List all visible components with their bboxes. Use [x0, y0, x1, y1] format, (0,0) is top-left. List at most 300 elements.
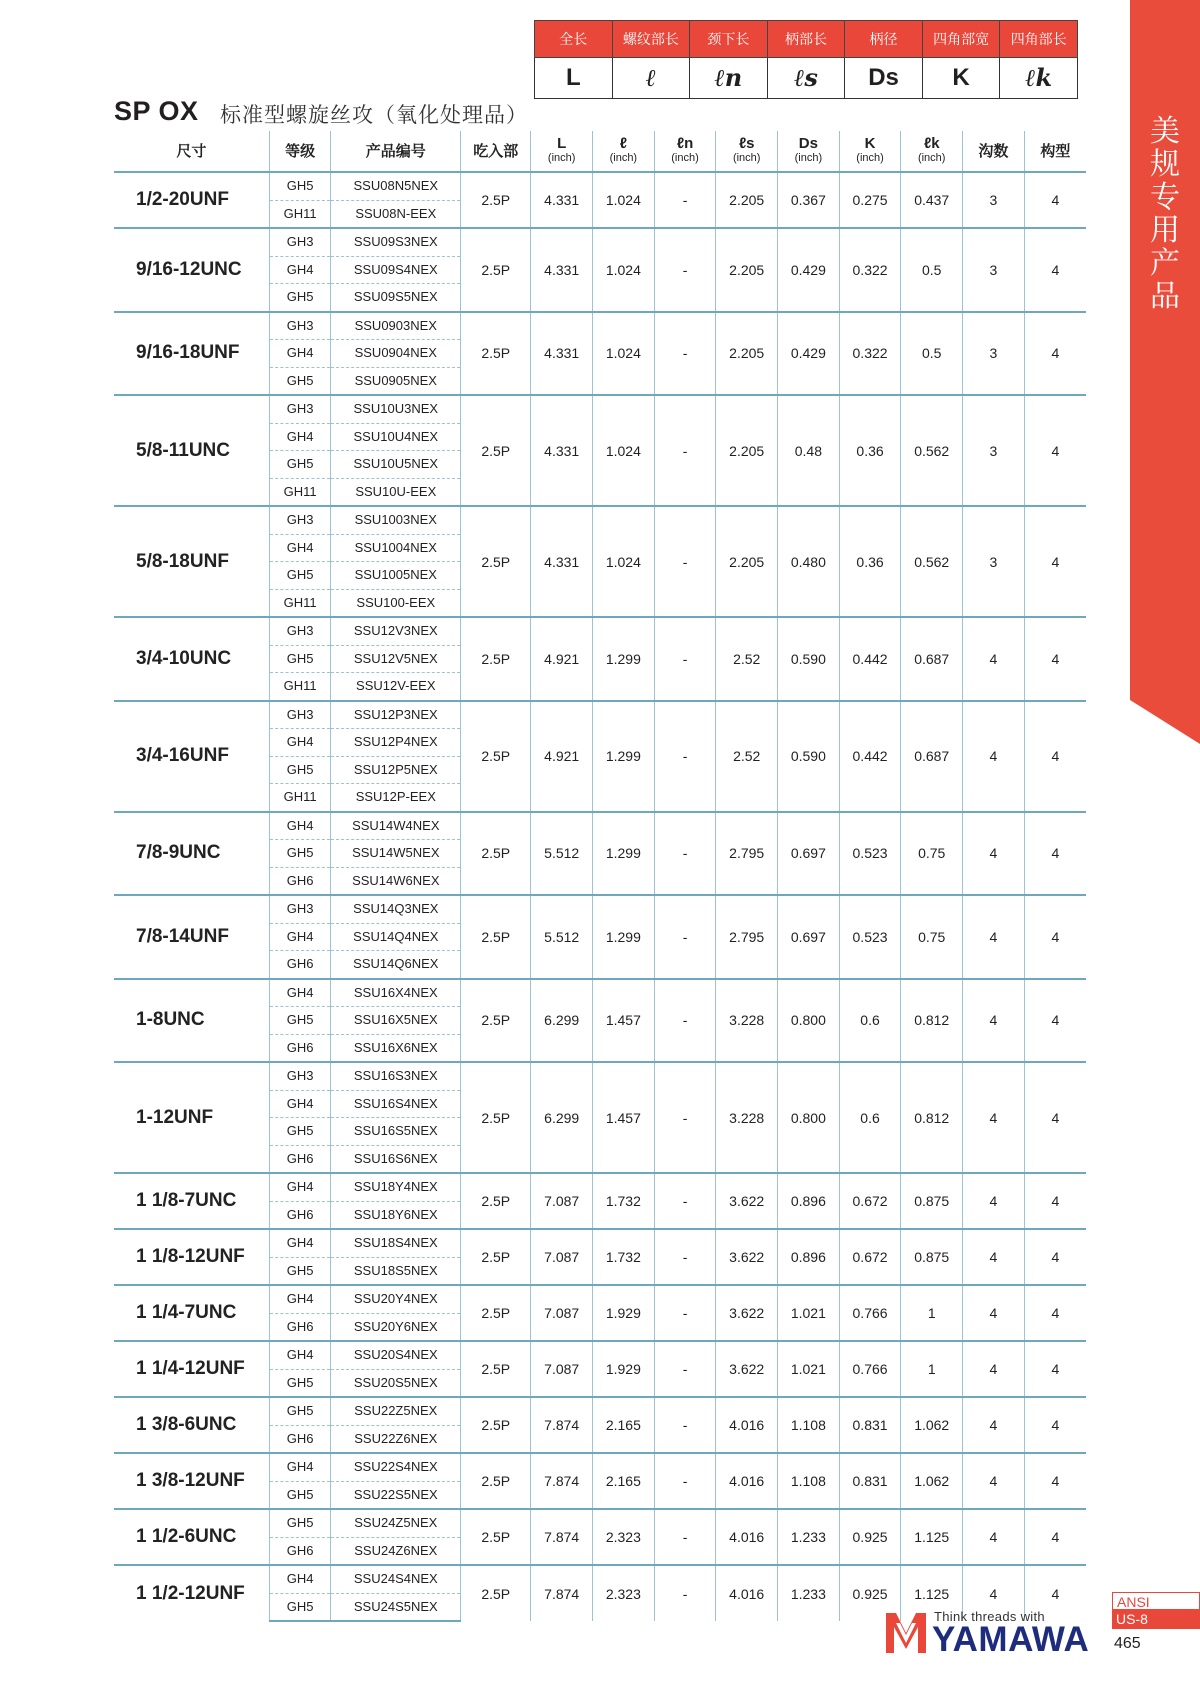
spec-value-cell: 0.896 — [778, 1229, 840, 1285]
spec-value-cell: 1.299 — [593, 895, 655, 979]
grade-cell: GH6 — [269, 1145, 331, 1173]
product-code-cell: SSU16S5NEX — [331, 1118, 461, 1146]
table-row — [114, 1285, 1086, 1313]
spec-value-cell: - — [654, 172, 716, 228]
spec-value-cell: 4 — [1024, 1285, 1086, 1341]
grade-cell: GH4 — [269, 423, 331, 451]
grade-cell: GH4 — [269, 923, 331, 951]
spec-value-cell: 0.429 — [778, 312, 840, 396]
spec-value-cell: - — [654, 312, 716, 396]
spec-value-cell: 4 — [963, 701, 1025, 812]
spec-value-cell: 2.165 — [593, 1453, 655, 1509]
grade-cell: GH6 — [269, 951, 331, 979]
legend-header: 四角部宽 — [922, 21, 1000, 58]
spec-value-cell: 0.75 — [901, 895, 963, 979]
legend-header: 柄径 — [845, 21, 923, 58]
column-header-unit: (inch) — [609, 152, 638, 164]
spec-value-cell: 2.5P — [461, 1229, 531, 1285]
spec-value-cell: 1.062 — [901, 1453, 963, 1509]
legend-header: 柄部长 — [767, 21, 845, 58]
spec-value-cell: 0.697 — [778, 895, 840, 979]
spec-value-cell: 0.523 — [839, 812, 901, 896]
grade-cell: GH5 — [269, 284, 331, 312]
grade-cell: GH5 — [269, 645, 331, 673]
column-header-label: 吃入部 — [473, 142, 519, 160]
spec-value-cell: 0.687 — [901, 617, 963, 701]
product-code-cell: SSU1003NEX — [331, 506, 461, 534]
column-header — [901, 131, 963, 172]
thread-size: 1-8UNC — [114, 979, 269, 1063]
spec-value-cell: 0.36 — [839, 395, 901, 506]
spec-value-cell: 4.331 — [531, 228, 593, 312]
spec-value-cell: 6.299 — [531, 979, 593, 1063]
product-code-cell: SSU12P5NEX — [331, 756, 461, 784]
spec-value-cell: 4 — [963, 1173, 1025, 1229]
spec-value-cell: 1.024 — [593, 312, 655, 396]
spec-value-cell: 0.6 — [839, 1062, 901, 1173]
spec-value-cell: 2.5P — [461, 617, 531, 701]
spec-value-cell: 7.087 — [531, 1341, 593, 1397]
spec-value-cell: 4 — [963, 617, 1025, 701]
spec-value-cell: 4 — [1024, 979, 1086, 1063]
grade-cell: GH6 — [269, 1313, 331, 1341]
spec-table — [114, 131, 1086, 1622]
product-code-cell: SSU12V-EEX — [331, 673, 461, 701]
spec-value-cell: - — [654, 1565, 716, 1621]
spec-value-cell: 0.523 — [839, 895, 901, 979]
spec-value-cell: 1.457 — [593, 979, 655, 1063]
spec-value-cell: 4 — [1024, 1509, 1086, 1565]
spec-value-cell: 0.480 — [778, 506, 840, 617]
spec-value-cell: 2.5P — [461, 1341, 531, 1397]
column-header — [1024, 131, 1086, 172]
legend-symbol: Ds — [845, 58, 923, 99]
grade-cell: GH5 — [269, 367, 331, 395]
spec-value-cell: 1.299 — [593, 617, 655, 701]
legend-symbol: ℓ — [612, 58, 690, 99]
thread-size: 3/4-10UNC — [114, 617, 269, 701]
spec-value-cell: 0.875 — [901, 1173, 963, 1229]
spec-value-cell: 3.622 — [716, 1229, 778, 1285]
spec-value-cell: 2.165 — [593, 1397, 655, 1453]
spec-value-cell: 4 — [1024, 228, 1086, 312]
grade-cell: GH5 — [269, 451, 331, 479]
product-code-cell: SSU10U5NEX — [331, 451, 461, 479]
spec-value-cell: 0.36 — [839, 506, 901, 617]
column-header — [839, 131, 901, 172]
product-code-cell: SSU22Z5NEX — [331, 1397, 461, 1425]
column-header-label: K — [864, 135, 876, 152]
spec-value-cell: 2.795 — [716, 895, 778, 979]
spec-value-cell: 0.896 — [778, 1173, 840, 1229]
grade-cell: GH5 — [269, 1257, 331, 1285]
product-code-cell: SSU16S4NEX — [331, 1090, 461, 1118]
product-code-cell: SSU24Z6NEX — [331, 1537, 461, 1565]
product-code-cell: SSU0905NEX — [331, 367, 461, 395]
spec-value-cell: 4 — [963, 812, 1025, 896]
product-code-cell: SSU12V5NEX — [331, 645, 461, 673]
spec-value-cell: 2.205 — [716, 395, 778, 506]
grade-cell: GH11 — [269, 673, 331, 701]
grade-cell: GH5 — [269, 756, 331, 784]
column-header — [331, 131, 461, 172]
spec-value-cell: 2.5P — [461, 1509, 531, 1565]
product-code-cell: SSU12P-EEX — [331, 784, 461, 812]
spec-value-cell: 1.108 — [778, 1397, 840, 1453]
product-code-cell: SSU16X6NEX — [331, 1034, 461, 1062]
spec-value-cell: 4.016 — [716, 1509, 778, 1565]
table-row — [114, 1565, 1086, 1593]
spec-value-cell: 1.457 — [593, 1062, 655, 1173]
product-code-cell: SSU16S6NEX — [331, 1145, 461, 1173]
spec-value-cell: 2.5P — [461, 312, 531, 396]
product-code-cell: SSU14Q3NEX — [331, 895, 461, 923]
column-header-unit: (inch) — [917, 152, 946, 164]
product-series-description: 标准型螺旋丝攻（氧化处理品） — [220, 104, 528, 127]
column-header-unit: (inch) — [856, 152, 884, 164]
product-code-cell: SSU20Y4NEX — [331, 1285, 461, 1313]
spec-value-cell: 0.562 — [901, 506, 963, 617]
grade-cell: GH6 — [269, 1201, 331, 1229]
spec-value-cell: 0.766 — [839, 1341, 901, 1397]
spec-value-cell: 1.929 — [593, 1285, 655, 1341]
grade-cell: GH4 — [269, 534, 331, 562]
column-header-label: 构型 — [1040, 142, 1071, 160]
spec-value-cell: - — [654, 1173, 716, 1229]
spec-value-cell: 4 — [1024, 1341, 1086, 1397]
spec-value-cell: 4 — [1024, 1173, 1086, 1229]
spec-value-cell: 7.874 — [531, 1565, 593, 1621]
spec-value-cell: 4 — [963, 1285, 1025, 1341]
legend-header: 全长 — [535, 21, 613, 58]
spec-value-cell: 0.562 — [901, 395, 963, 506]
spec-value-cell: 0.75 — [901, 812, 963, 896]
product-code-cell: SSU16X5NEX — [331, 1007, 461, 1035]
thread-size: 1 1/4-12UNF — [114, 1341, 269, 1397]
product-code-cell: SSU14Q6NEX — [331, 951, 461, 979]
spec-value-cell: 2.5P — [461, 979, 531, 1063]
spec-value-cell: 1.125 — [901, 1565, 963, 1621]
spec-value-cell: 4.921 — [531, 617, 593, 701]
column-header — [963, 131, 1025, 172]
spec-value-cell: 3 — [963, 172, 1025, 228]
spec-value-cell: 3 — [963, 312, 1025, 396]
product-code-cell: SSU12P4NEX — [331, 729, 461, 757]
spec-value-cell: 1.233 — [778, 1565, 840, 1621]
grade-cell: GH5 — [269, 1369, 331, 1397]
table-row — [114, 1341, 1086, 1369]
spec-value-cell: - — [654, 701, 716, 812]
column-header-label: ℓ — [619, 135, 628, 152]
spec-value-cell: 2.5P — [461, 1062, 531, 1173]
dimension-legend — [534, 20, 1078, 99]
product-code-cell: SSU18S5NEX — [331, 1257, 461, 1285]
column-header — [654, 131, 716, 172]
spec-value-cell: 0.5 — [901, 312, 963, 396]
column-header-label: L — [557, 135, 567, 152]
spec-value-cell: 2.5P — [461, 1397, 531, 1453]
spec-value-cell: 4 — [1024, 617, 1086, 701]
legend-symbol: ℓn — [690, 58, 768, 99]
table-row — [114, 395, 1086, 423]
grade-cell: GH4 — [269, 1341, 331, 1369]
spec-value-cell: 0.800 — [778, 1062, 840, 1173]
product-code-cell: SSU1004NEX — [331, 534, 461, 562]
spec-value-cell: 4 — [963, 1397, 1025, 1453]
spec-value-cell: 2.5P — [461, 1285, 531, 1341]
product-code-cell: SSU20S5NEX — [331, 1369, 461, 1397]
side-category-label: 美规专用产品 — [1150, 115, 1180, 313]
column-header-label: Ds — [798, 135, 818, 152]
table-row — [114, 1453, 1086, 1481]
column-header-label: ℓk — [923, 135, 940, 152]
spec-value-cell: 5.512 — [531, 812, 593, 896]
spec-value-cell: 4 — [963, 1509, 1025, 1565]
spec-value-cell: 1.929 — [593, 1341, 655, 1397]
spec-value-cell: 0.800 — [778, 979, 840, 1063]
product-code-cell: SSU100-EEX — [331, 589, 461, 617]
legend-symbol: ℓs — [767, 58, 845, 99]
spec-value-cell: - — [654, 228, 716, 312]
spec-value-cell: 2.323 — [593, 1509, 655, 1565]
spec-value-cell: 4 — [963, 1229, 1025, 1285]
grade-cell: GH4 — [269, 979, 331, 1007]
thread-size: 5/8-11UNC — [114, 395, 269, 506]
grade-cell: GH3 — [269, 395, 331, 423]
grade-cell: GH4 — [269, 1229, 331, 1257]
spec-value-cell: 0.590 — [778, 617, 840, 701]
product-code-cell: SSU0903NEX — [331, 312, 461, 340]
grade-cell: GH5 — [269, 1397, 331, 1425]
spec-value-cell: 7.087 — [531, 1173, 593, 1229]
spec-value-cell: 0.672 — [839, 1229, 901, 1285]
grade-cell: GH4 — [269, 729, 331, 757]
spec-value-cell: 1.732 — [593, 1229, 655, 1285]
grade-cell: GH5 — [269, 1593, 331, 1621]
thread-size: 1 1/8-12UNF — [114, 1229, 269, 1285]
spec-value-cell: 1.021 — [778, 1285, 840, 1341]
spec-value-cell: 0.697 — [778, 812, 840, 896]
spec-value-cell: - — [654, 506, 716, 617]
product-code-cell: SSU09S3NEX — [331, 228, 461, 256]
spec-value-cell: 4.331 — [531, 506, 593, 617]
product-code-cell: SSU14W4NEX — [331, 812, 461, 840]
grade-cell: GH5 — [269, 172, 331, 200]
product-code-cell: SSU18S4NEX — [331, 1229, 461, 1257]
thread-size: 1 1/2-6UNC — [114, 1509, 269, 1565]
spec-value-cell: 7.874 — [531, 1453, 593, 1509]
spec-value-cell: 6.299 — [531, 1062, 593, 1173]
spec-value-cell: 2.5P — [461, 1173, 531, 1229]
table-row — [114, 1509, 1086, 1537]
grade-cell: GH11 — [269, 200, 331, 228]
spec-value-cell: 4 — [963, 1565, 1025, 1621]
spec-value-cell: - — [654, 1397, 716, 1453]
thread-size: 7/8-14UNF — [114, 895, 269, 979]
spec-value-cell: 4 — [1024, 1397, 1086, 1453]
spec-value-cell: 4 — [963, 1453, 1025, 1509]
spec-value-cell: 1.125 — [901, 1509, 963, 1565]
product-code-cell: SSU22Z6NEX — [331, 1425, 461, 1453]
grade-cell: GH3 — [269, 701, 331, 729]
spec-value-cell: - — [654, 1062, 716, 1173]
spec-value-cell: 0.6 — [839, 979, 901, 1063]
table-row — [114, 312, 1086, 340]
spec-value-cell: 3.622 — [716, 1341, 778, 1397]
grade-cell: GH4 — [269, 1285, 331, 1313]
spec-value-cell: 0.442 — [839, 617, 901, 701]
spec-value-cell: 4 — [1024, 312, 1086, 396]
spec-value-cell: 0.48 — [778, 395, 840, 506]
spec-value-cell: 0.322 — [839, 312, 901, 396]
spec-value-cell: 1.024 — [593, 395, 655, 506]
grade-cell: GH4 — [269, 340, 331, 368]
spec-value-cell: 1 — [901, 1285, 963, 1341]
legend-symbol: ℓk — [1000, 58, 1078, 99]
column-header-unit: (inch) — [794, 152, 823, 164]
spec-value-cell: 0.437 — [901, 172, 963, 228]
column-header-label: 等级 — [285, 142, 316, 160]
spec-value-cell: 1.108 — [778, 1453, 840, 1509]
product-code-cell: SSU22S5NEX — [331, 1481, 461, 1509]
grade-cell: GH5 — [269, 1509, 331, 1537]
grade-cell: GH5 — [269, 1118, 331, 1146]
grade-cell: GH4 — [269, 1565, 331, 1593]
grade-cell: GH4 — [269, 1453, 331, 1481]
product-code-cell: SSU16S3NEX — [331, 1062, 461, 1090]
spec-value-cell: - — [654, 979, 716, 1063]
brand-name: YAMAWA — [932, 1620, 1090, 1659]
legend-header: 螺纹部长 — [612, 21, 690, 58]
spec-value-cell: 3 — [963, 228, 1025, 312]
column-header — [593, 131, 655, 172]
spec-value-cell: 1.299 — [593, 701, 655, 812]
table-row — [114, 979, 1086, 1007]
spec-value-cell: 4.331 — [531, 395, 593, 506]
spec-value-cell: 4.921 — [531, 701, 593, 812]
grade-cell: GH3 — [269, 1062, 331, 1090]
column-header-label: ℓn — [676, 135, 694, 152]
grade-cell: GH11 — [269, 589, 331, 617]
table-row — [114, 895, 1086, 923]
spec-value-cell: 4.016 — [716, 1453, 778, 1509]
product-code-cell: SSU18Y6NEX — [331, 1201, 461, 1229]
product-code-cell: SSU22S4NEX — [331, 1453, 461, 1481]
product-code-cell: SSU20S4NEX — [331, 1341, 461, 1369]
spec-value-cell: 0.590 — [778, 701, 840, 812]
spec-value-cell: 0.367 — [778, 172, 840, 228]
spec-value-cell: 7.874 — [531, 1509, 593, 1565]
spec-value-cell: 2.5P — [461, 701, 531, 812]
spec-value-cell: 3.228 — [716, 979, 778, 1063]
spec-value-cell: 2.205 — [716, 312, 778, 396]
thread-size: 1 1/8-7UNC — [114, 1173, 269, 1229]
table-row — [114, 506, 1086, 534]
product-code-cell: SSU1005NEX — [331, 562, 461, 590]
spec-value-cell: 1.024 — [593, 506, 655, 617]
spec-value-cell: 1.024 — [593, 228, 655, 312]
spec-value-cell: 2.5P — [461, 1453, 531, 1509]
product-code-cell: SSU24Z5NEX — [331, 1509, 461, 1537]
column-header-label: 沟数 — [978, 142, 1009, 160]
spec-value-cell: 0.831 — [839, 1397, 901, 1453]
table-row — [114, 1062, 1086, 1090]
table-row — [114, 812, 1086, 840]
column-header — [461, 131, 531, 172]
spec-value-cell: 1.062 — [901, 1397, 963, 1453]
grade-cell: GH5 — [269, 840, 331, 868]
grade-cell: GH5 — [269, 1481, 331, 1509]
spec-value-cell: 0.275 — [839, 172, 901, 228]
product-code-cell: SSU0904NEX — [331, 340, 461, 368]
product-code-cell: SSU08N-EEX — [331, 200, 461, 228]
spec-value-cell: 2.52 — [716, 701, 778, 812]
spec-value-cell: 7.874 — [531, 1397, 593, 1453]
spec-value-cell: 0.687 — [901, 701, 963, 812]
legend-header: 四角部长 — [1000, 21, 1078, 58]
table-row — [114, 1173, 1086, 1201]
product-code-cell: SSU10U-EEX — [331, 478, 461, 506]
column-header-label: 尺寸 — [176, 142, 207, 160]
legend-header: 颈下长 — [690, 21, 768, 58]
spec-value-cell: - — [654, 1229, 716, 1285]
spec-value-cell: 0.925 — [839, 1509, 901, 1565]
spec-value-cell: - — [654, 395, 716, 506]
spec-value-cell: 3.622 — [716, 1173, 778, 1229]
thread-size: 1 3/8-12UNF — [114, 1453, 269, 1509]
grade-cell: GH3 — [269, 895, 331, 923]
table-row — [114, 1397, 1086, 1425]
yamawa-logo-icon — [884, 1609, 928, 1655]
spec-value-cell: 0.442 — [839, 701, 901, 812]
thread-size: 1/2-20UNF — [114, 172, 269, 228]
product-code-cell: SSU08N5NEX — [331, 172, 461, 200]
column-header — [778, 131, 840, 172]
column-header — [531, 131, 593, 172]
spec-value-cell: 4 — [1024, 1565, 1086, 1621]
product-code-cell: SSU12P3NEX — [331, 701, 461, 729]
spec-value-cell: 4.016 — [716, 1565, 778, 1621]
spec-value-cell: 4 — [963, 1341, 1025, 1397]
spec-value-cell: 4 — [1024, 701, 1086, 812]
product-code-cell: SSU09S5NEX — [331, 284, 461, 312]
spec-value-cell: 2.5P — [461, 895, 531, 979]
spec-value-cell: 4.331 — [531, 172, 593, 228]
spec-value-cell: - — [654, 812, 716, 896]
spec-value-cell: 0.831 — [839, 1453, 901, 1509]
table-row — [114, 228, 1086, 256]
spec-value-cell: - — [654, 1453, 716, 1509]
spec-value-cell: 2.5P — [461, 506, 531, 617]
product-code-cell: SSU10U3NEX — [331, 395, 461, 423]
column-header — [716, 131, 778, 172]
product-code-cell: SSU24S5NEX — [331, 1593, 461, 1621]
grade-cell: GH6 — [269, 867, 331, 895]
table-row — [114, 1229, 1086, 1257]
spec-value-cell: 4 — [1024, 812, 1086, 896]
page-number: 465 — [1114, 1635, 1141, 1652]
product-code-cell: SSU24S4NEX — [331, 1565, 461, 1593]
spec-value-cell: 2.205 — [716, 506, 778, 617]
grade-cell: GH5 — [269, 562, 331, 590]
spec-value-cell: 3.622 — [716, 1285, 778, 1341]
thread-size: 1 3/8-6UNC — [114, 1397, 269, 1453]
grade-cell: GH3 — [269, 617, 331, 645]
thread-size: 5/8-18UNF — [114, 506, 269, 617]
grade-cell: GH5 — [269, 1007, 331, 1035]
spec-value-cell: 2.5P — [461, 172, 531, 228]
product-code-cell: SSU14W6NEX — [331, 867, 461, 895]
